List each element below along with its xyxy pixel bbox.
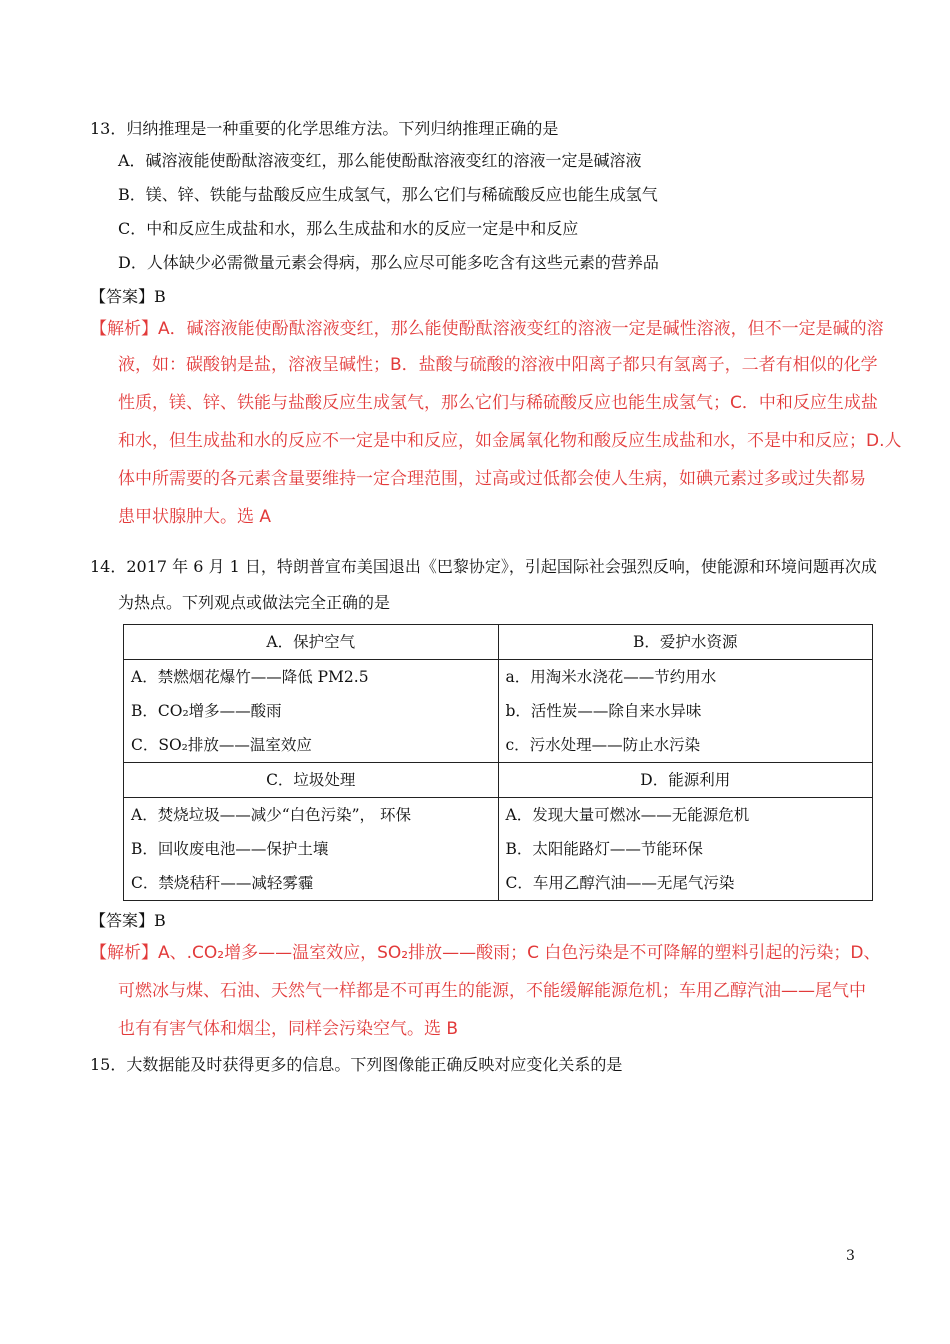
cell-header: D．能源利用 xyxy=(640,771,731,789)
cell-item: c．污水处理——防止水污染 xyxy=(505,736,701,754)
q13-stem: 13．归纳推理是一种重要的化学思维方法。下列归纳推理正确的是 xyxy=(90,119,559,138)
q13-analysis-line: 【解析】A．碱溶液能使酚酞溶液变红，那么能使酚酞溶液变红的溶液一定是碱性溶液，但不一定是碱的溶 xyxy=(90,319,884,339)
q14-analysis-line: 【解析】A、.CO₂增多——温室效应，SO₂排放——酸雨；C 白色污染是不可降解的塑料引起的污染；D、 xyxy=(90,943,881,963)
q14-analysis-line: 可燃冰与煤、石油、天然气一样都是不可再生的能源，不能缓解能源危机；车用乙醇汽油——尾气中 xyxy=(118,981,866,1001)
cell-item: B．太阳能路灯——节能环保 xyxy=(505,840,703,858)
table-cell xyxy=(498,660,873,763)
q15-stem: 15．大数据能及时获得更多的信息。下列图像能正确反映对应变化关系的是 xyxy=(90,1055,623,1074)
q13-option-c: C．中和反应生成盐和水，那么生成盐和水的反应一定是中和反应 xyxy=(118,219,579,238)
q14-analysis-line: 也有有害气体和烟尘，同样会污染空气。选 B xyxy=(118,1019,459,1039)
q13-option-b: B．镁、锌、铁能与盐酸反应生成氢气，那么它们与稀硫酸反应也能生成氢气 xyxy=(118,185,658,204)
cell-header: C．垃圾处理 xyxy=(266,771,356,789)
table-cell xyxy=(124,660,499,763)
q13-analysis-line: 液，如：碳酸钠是盐，溶液呈碱性；B．盐酸与硫酸的溶液中阳离子都只有氢离子，二者有相似的化学 xyxy=(118,355,878,375)
cell-item: C．车用乙醇汽油——无尾气污染 xyxy=(505,874,735,892)
q14-stem-line: 14．2017 年 6 月 1 日，特朗普宣布美国退出《巴黎协定》，引起国际社会强烈反响，使能源和环境问题再次成 xyxy=(90,557,877,576)
table-cell xyxy=(124,798,499,901)
cell-header: B．爱护水资源 xyxy=(633,633,738,651)
q13-analysis-line: 体中所需要的各元素含量要维持一定合理范围，过高或过低都会使人生病，如碘元素过多或过失都易 xyxy=(118,469,866,489)
cell-item: C．禁烧秸秆——减轻雾霾 xyxy=(131,874,314,892)
cell-item: B．回收废电池——保护土壤 xyxy=(131,840,329,858)
cell-item: A．禁燃烟花爆竹——降低 PM2.5 xyxy=(131,668,369,686)
cell-item: A．发现大量可燃冰——无能源危机 xyxy=(505,806,750,824)
q13-analysis-line: 和水，但生成盐和水的反应不一定是中和反应，如金属氧化物和酸反应生成盐和水，不是中和反应；D.人 xyxy=(118,431,902,451)
q14-answer: 【答案】B xyxy=(90,911,166,930)
q14-stem-line: 为热点。下列观点或做法完全正确的是 xyxy=(118,593,391,612)
table-cell xyxy=(124,625,499,660)
q14-options-table xyxy=(123,624,873,901)
q13-analysis-line: 性质，镁、锌、铁能与盐酸反应生成氢气，那么它们与稀硫酸反应也能生成氢气；C．中和反应生成盐 xyxy=(118,393,878,413)
table-cell xyxy=(498,625,873,660)
q13-analysis-line: 患甲状腺肿大。选 A xyxy=(118,507,272,527)
page-number: 3 xyxy=(846,1248,855,1264)
cell-header: A．保护空气 xyxy=(266,633,356,651)
q13-option-d: D．人体缺少必需微量元素会得病，那么应尽可能多吃含有这些元素的营养品 xyxy=(118,253,659,272)
cell-item: B．CO₂增多——酸雨 xyxy=(131,702,282,720)
table-cell xyxy=(498,763,873,798)
cell-item: a．用淘米水浇花——节约用水 xyxy=(505,668,717,686)
table-cell xyxy=(498,798,873,901)
cell-item: A．焚烧垃圾——减少“白色污染”， 环保 xyxy=(131,806,411,824)
q13-option-a: A．碱溶液能使酚酞溶液变红，那么能使酚酞溶液变红的溶液一定是碱溶液 xyxy=(118,151,642,170)
table-cell xyxy=(124,763,499,798)
cell-item: C．SO₂排放——温室效应 xyxy=(131,736,312,754)
q13-answer: 【答案】B xyxy=(90,287,166,306)
cell-item: b．活性炭——除自来水异味 xyxy=(505,702,702,720)
